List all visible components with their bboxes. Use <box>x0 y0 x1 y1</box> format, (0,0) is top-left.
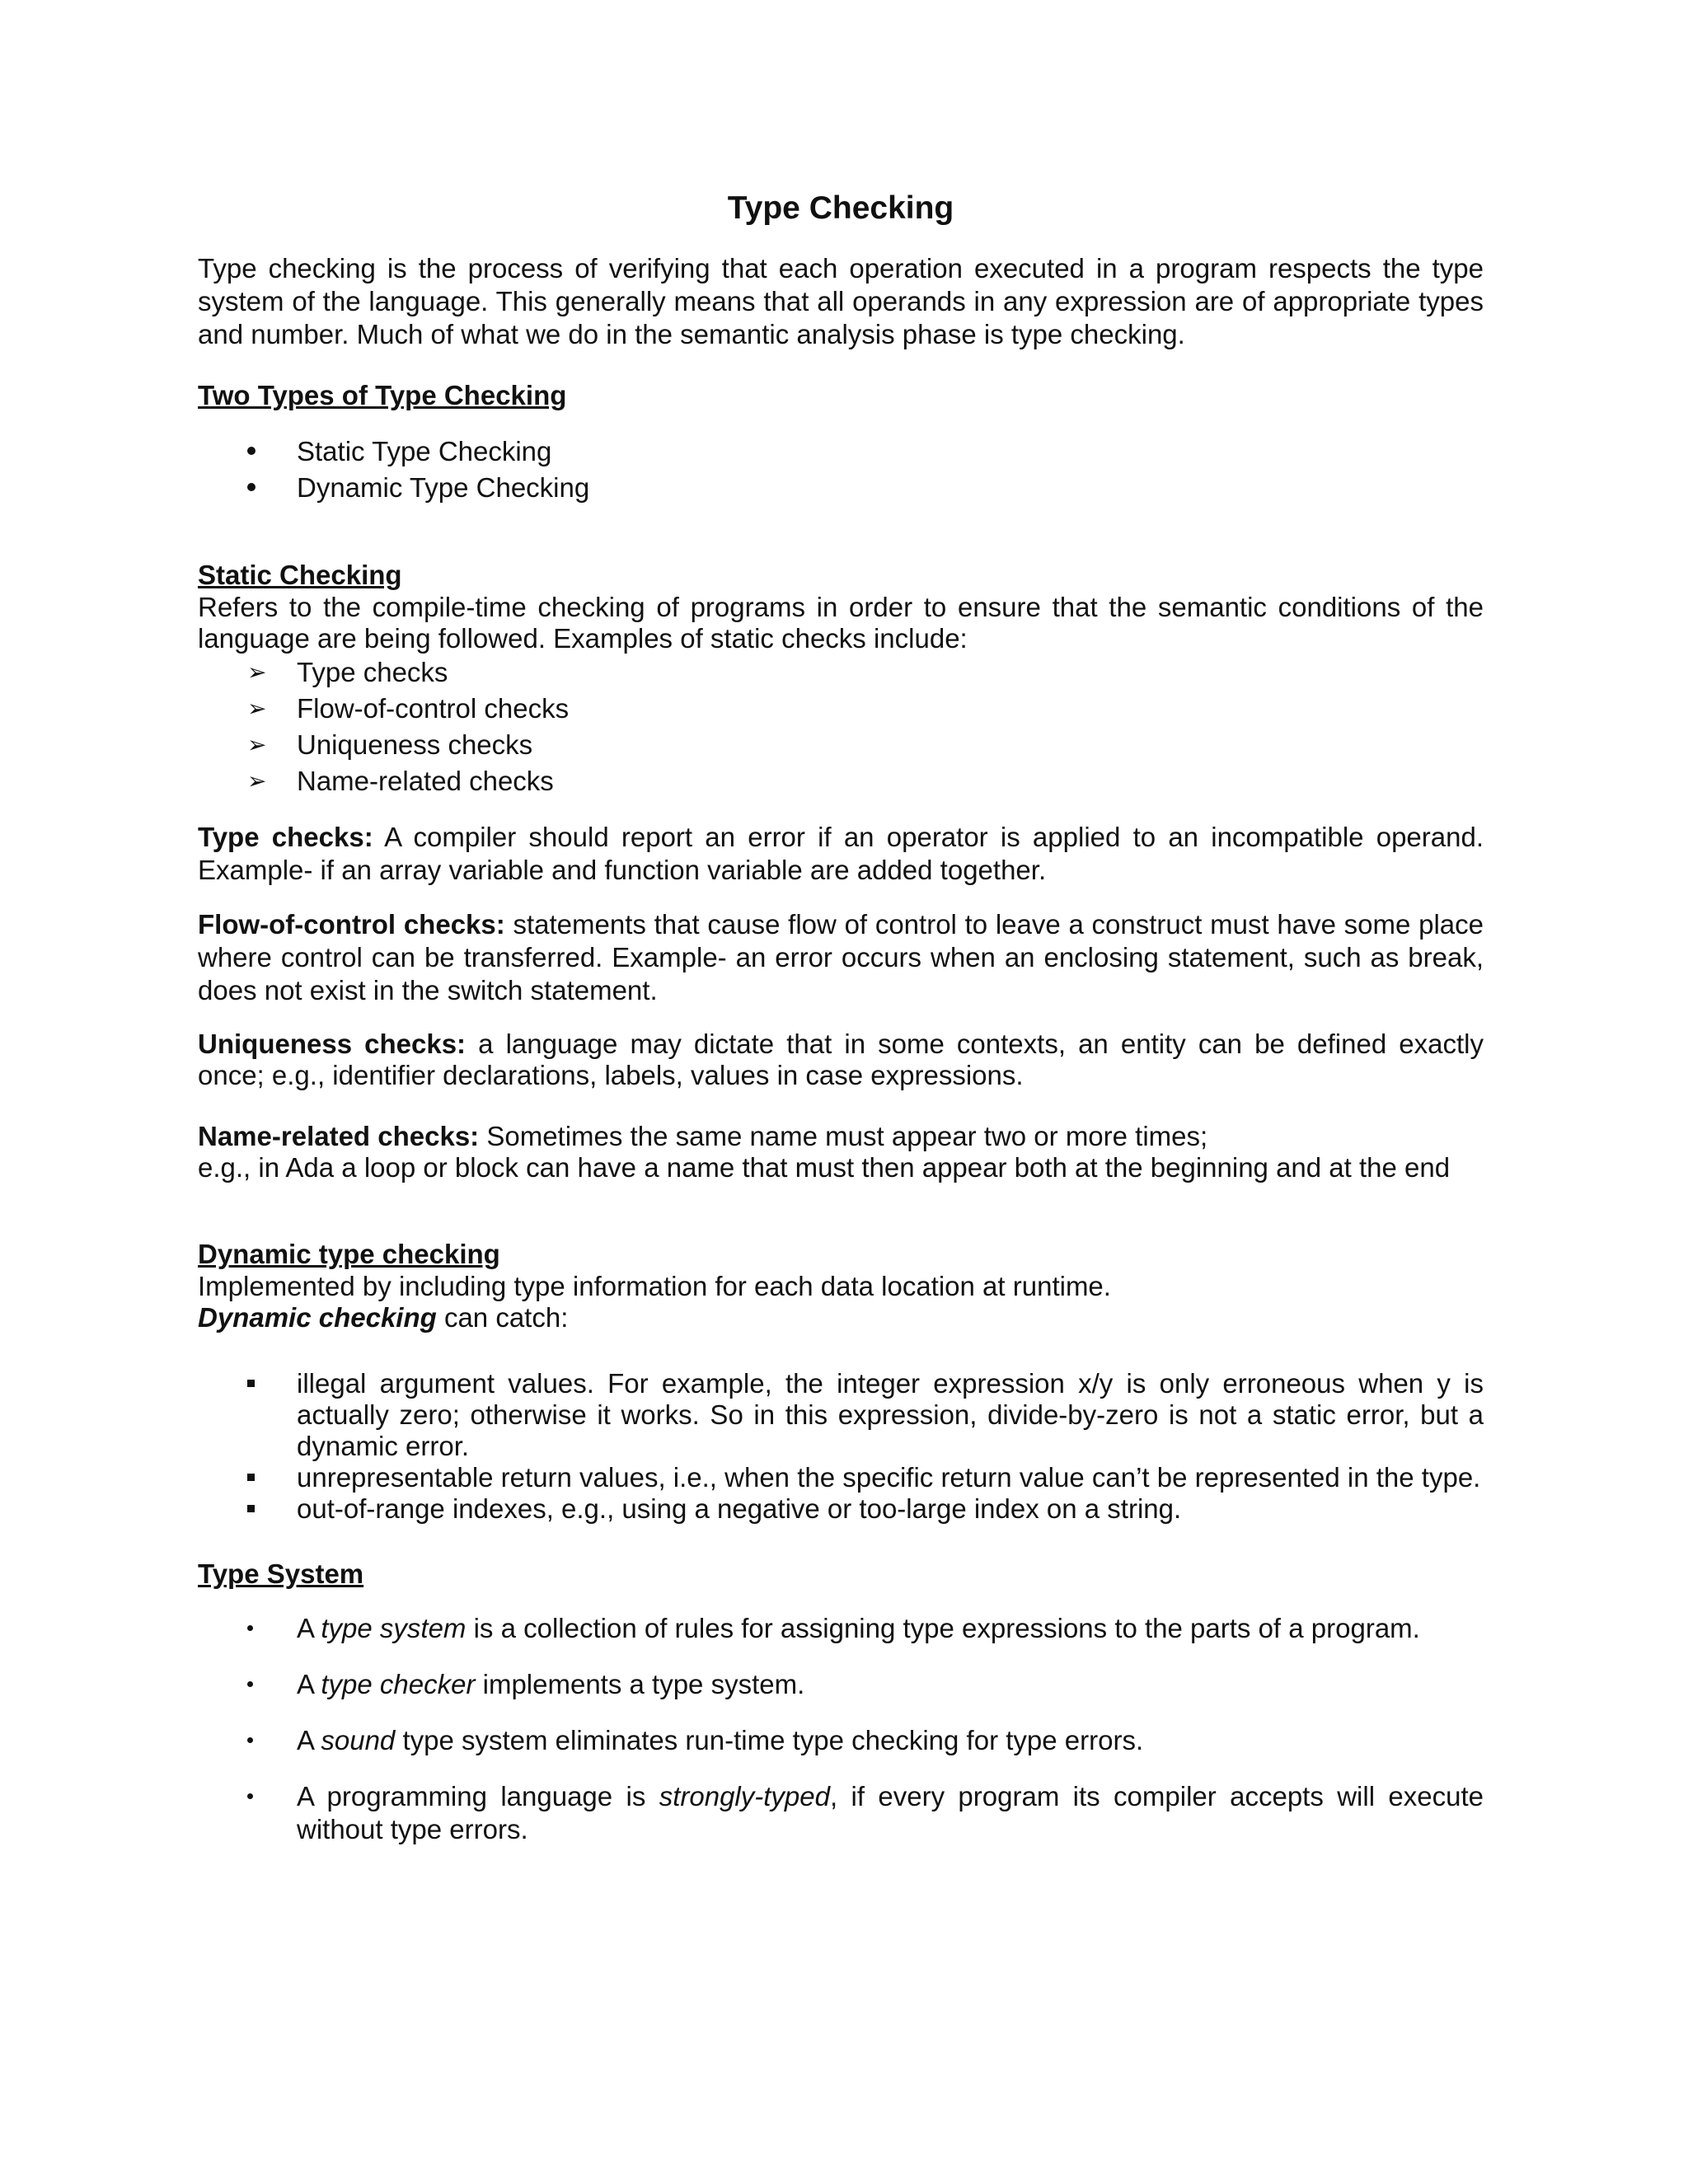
static-checking-paragraph: Refers to the compile-time checking of programs in order to ensure that the semantic conditions of the language are being followed. Examples of static checks include: <box>198 592 1484 654</box>
square-bullet-icon <box>247 1462 280 1493</box>
list-item: A sound type system eliminates run-time type checking for type errors. <box>198 1724 1484 1757</box>
bullet-icon <box>247 1780 280 1813</box>
type-system-heading: Type System <box>198 1558 364 1589</box>
bullet-icon <box>247 1668 280 1701</box>
arrow-bullet-icon: ➢ <box>247 659 267 685</box>
page-title: Type Checking <box>727 190 954 226</box>
static-checking-heading: Static Checking <box>198 560 402 590</box>
list-item: A programming language is strongly-typed, if every program its compiler accepts will execute without type errors. <box>198 1780 1484 1846</box>
bullet-icon <box>247 434 280 470</box>
bullet-icon <box>247 1612 280 1645</box>
static-checks-list <box>198 654 1484 799</box>
list-item: Dynamic Type Checking <box>198 470 1484 506</box>
bullet-icon <box>247 1724 280 1757</box>
arrow-bullet-icon: ➢ <box>247 768 267 794</box>
arrow-bullet-icon: ➢ <box>247 732 267 757</box>
list-item: illegal argument values. For example, the integer expression x/y is only erroneous when y is actually zero; otherwise it works. So in this expression, divide-by-zero is not a static error, but a dynamic error. <box>198 1368 1484 1462</box>
dynamic-line-1: Implemented by including type information for each data location at runtime. <box>198 1271 1111 1301</box>
flow-checks-paragraph: Flow-of-control checks: statements that cause flow of control to leave a construct must have some place where control can be transferred. Example- an error occurs when an enclosing statement, such as break, does not exist in the switch statement. <box>198 909 1484 1005</box>
list-item: ➢ Type checks <box>198 654 1484 691</box>
list-item: Static Type Checking <box>198 434 1484 470</box>
list-item: unrepresentable return values, i.e., when the specific return value can’t be represented in the type. <box>198 1462 1484 1493</box>
two-types-heading: Two Types of Type Checking <box>198 380 567 410</box>
list-item: A type system is a collection of rules for assigning type expressions to the parts of a program. <box>198 1612 1484 1645</box>
type-system-list <box>198 1612 1484 1846</box>
dynamic-line-2: Dynamic checking can catch: <box>198 1302 569 1333</box>
type-checks-paragraph: Type checks: A compiler should report an error if an operator is applied to an incompatible operand. Example- if an array variable and function variable are added together. <box>198 822 1484 885</box>
arrow-bullet-icon: ➢ <box>247 696 267 721</box>
bullet-icon <box>247 470 280 506</box>
name-related-checks-paragraph: Name-related checks: Sometimes the same name must appear two or more times; e.g., in Ada a loop or block can have a name that must then appear both at the beginning and at the end <box>198 1121 1451 1183</box>
two-types-list <box>198 434 1484 506</box>
uniqueness-checks-paragraph: Uniqueness checks: a language may dictate that in some contexts, an entity can be defined exactly once; e.g., identifier declarations, labels, values in case expressions. <box>198 1029 1484 1090</box>
list-item: out-of-range indexes, e.g., using a negative or too-large index on a string. <box>198 1493 1484 1525</box>
list-item: ➢ Flow-of-control checks <box>198 691 1484 727</box>
square-bullet-icon <box>247 1368 280 1399</box>
list-item: ➢ Name-related checks <box>198 763 1484 799</box>
list-item: ➢ Uniqueness checks <box>198 727 1484 763</box>
dynamic-checking-heading: Dynamic type checking <box>198 1239 500 1269</box>
intro-paragraph: Type checking is the process of verifying that each operation executed in a program respects the type system of the language. This generally means that all operands in any expression are of appropriate types and number. Much of what we do in the semantic analysis phase is type checking. <box>198 253 1484 349</box>
document-page <box>198 190 1484 1869</box>
list-item: A type checker implements a type system. <box>198 1668 1484 1701</box>
dynamic-catch-list <box>198 1368 1484 1525</box>
square-bullet-icon <box>247 1493 280 1525</box>
